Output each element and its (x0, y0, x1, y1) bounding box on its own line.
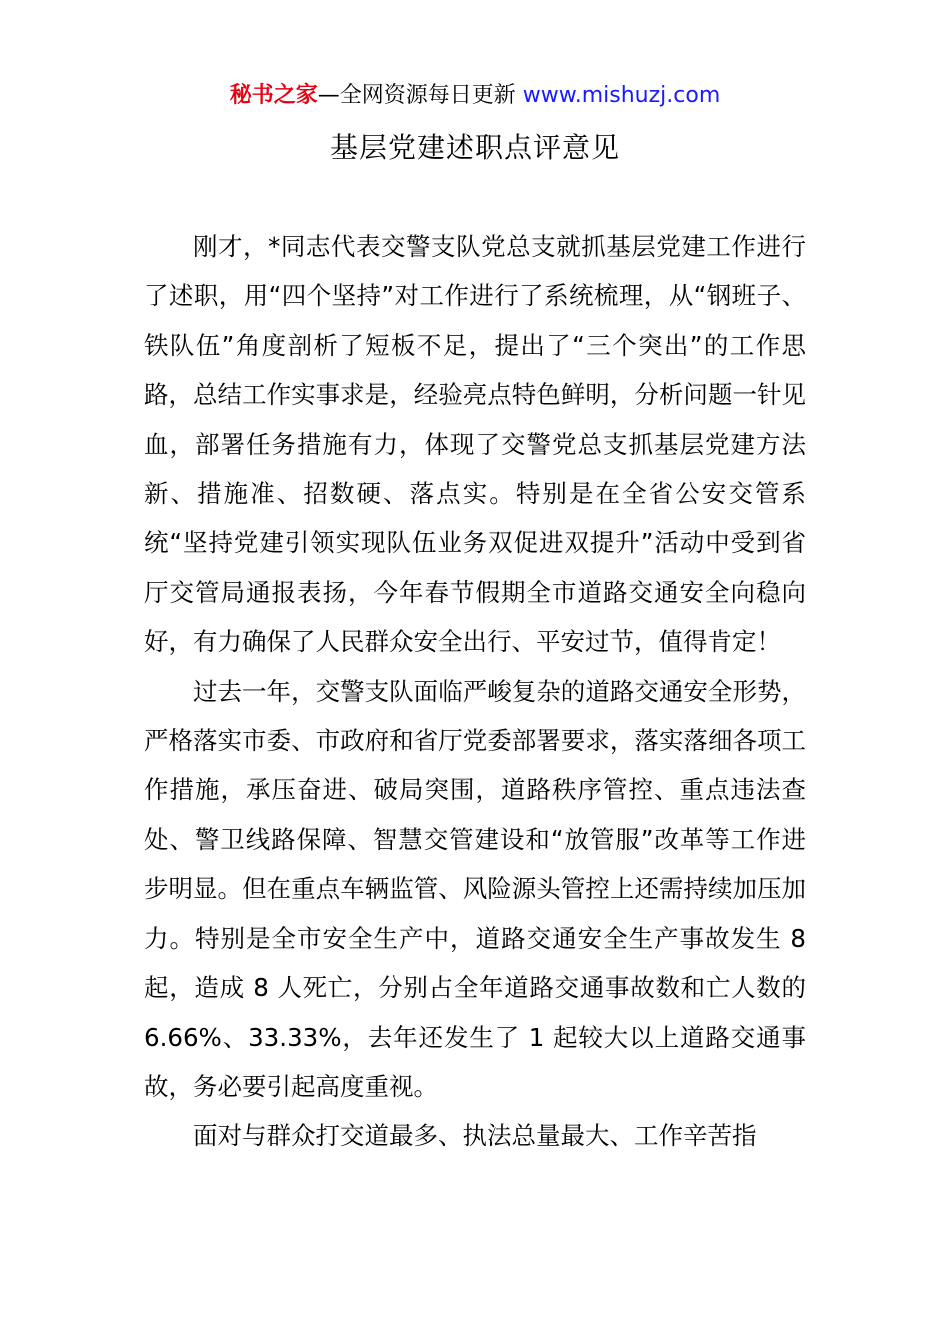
paragraph: 刚才，*同志代表交警支队党总支就抓基层党建工作进行了述职，用“四个坚持”对工作进行了系统梳理，从“钢班子、铁队伍”角度剖析了短板不足，提出了“三个突出”的工作思路，总结工作实事求是，经验亮点特色鲜明，分析问题一针见血，部署任务措施有力，体现了交警党总支抓基层党建方法新、措施准、招数硬、落点实。特别是在全省公安交管系统“坚持党建引领实现队伍业务双促进双提升”活动中受到省厅交管局通报表扬，今年春节假期全市道路交通安全向稳向好，有力确保了人民群众安全出行、平安过节，值得肯定！ (144, 232, 806, 657)
paragraph: 过去一年，交警支队面临严峻复杂的道路交通安全形势，严格落实市委、市政府和省厅党委部署要求，落实落细各项工作措施，承压奋进、破局突围，道路秩序管控、重点违法查处、警卫线路保障、智慧交管建设和“放管服”改革等工作进步明显。但在重点车辆监管、风险源头管控上还需持续加压加力。特别是全市安全生产中，道路交通安全生产事故发生 8 起，造成 8 人死亡，分别占全年道路交通事故数和亡人数的 6.66%、33.33%，去年还发生了 1 起较大以上道路交通事故，务必要引起高度重视。 (144, 676, 806, 1101)
site-header (0, 80, 950, 112)
site-url-link[interactable]: www.mishuzj.com (522, 83, 721, 108)
paragraph: 面对与群众打交道最多、执法总量最大、工作辛苦指 (193, 1121, 757, 1151)
site-brand: 秘书之家 (229, 83, 318, 108)
document-body (144, 222, 806, 1161)
site-tagline: —全网资源每日更新 (317, 83, 523, 108)
document-title: 基层党建述职点评意见 (329, 131, 620, 164)
